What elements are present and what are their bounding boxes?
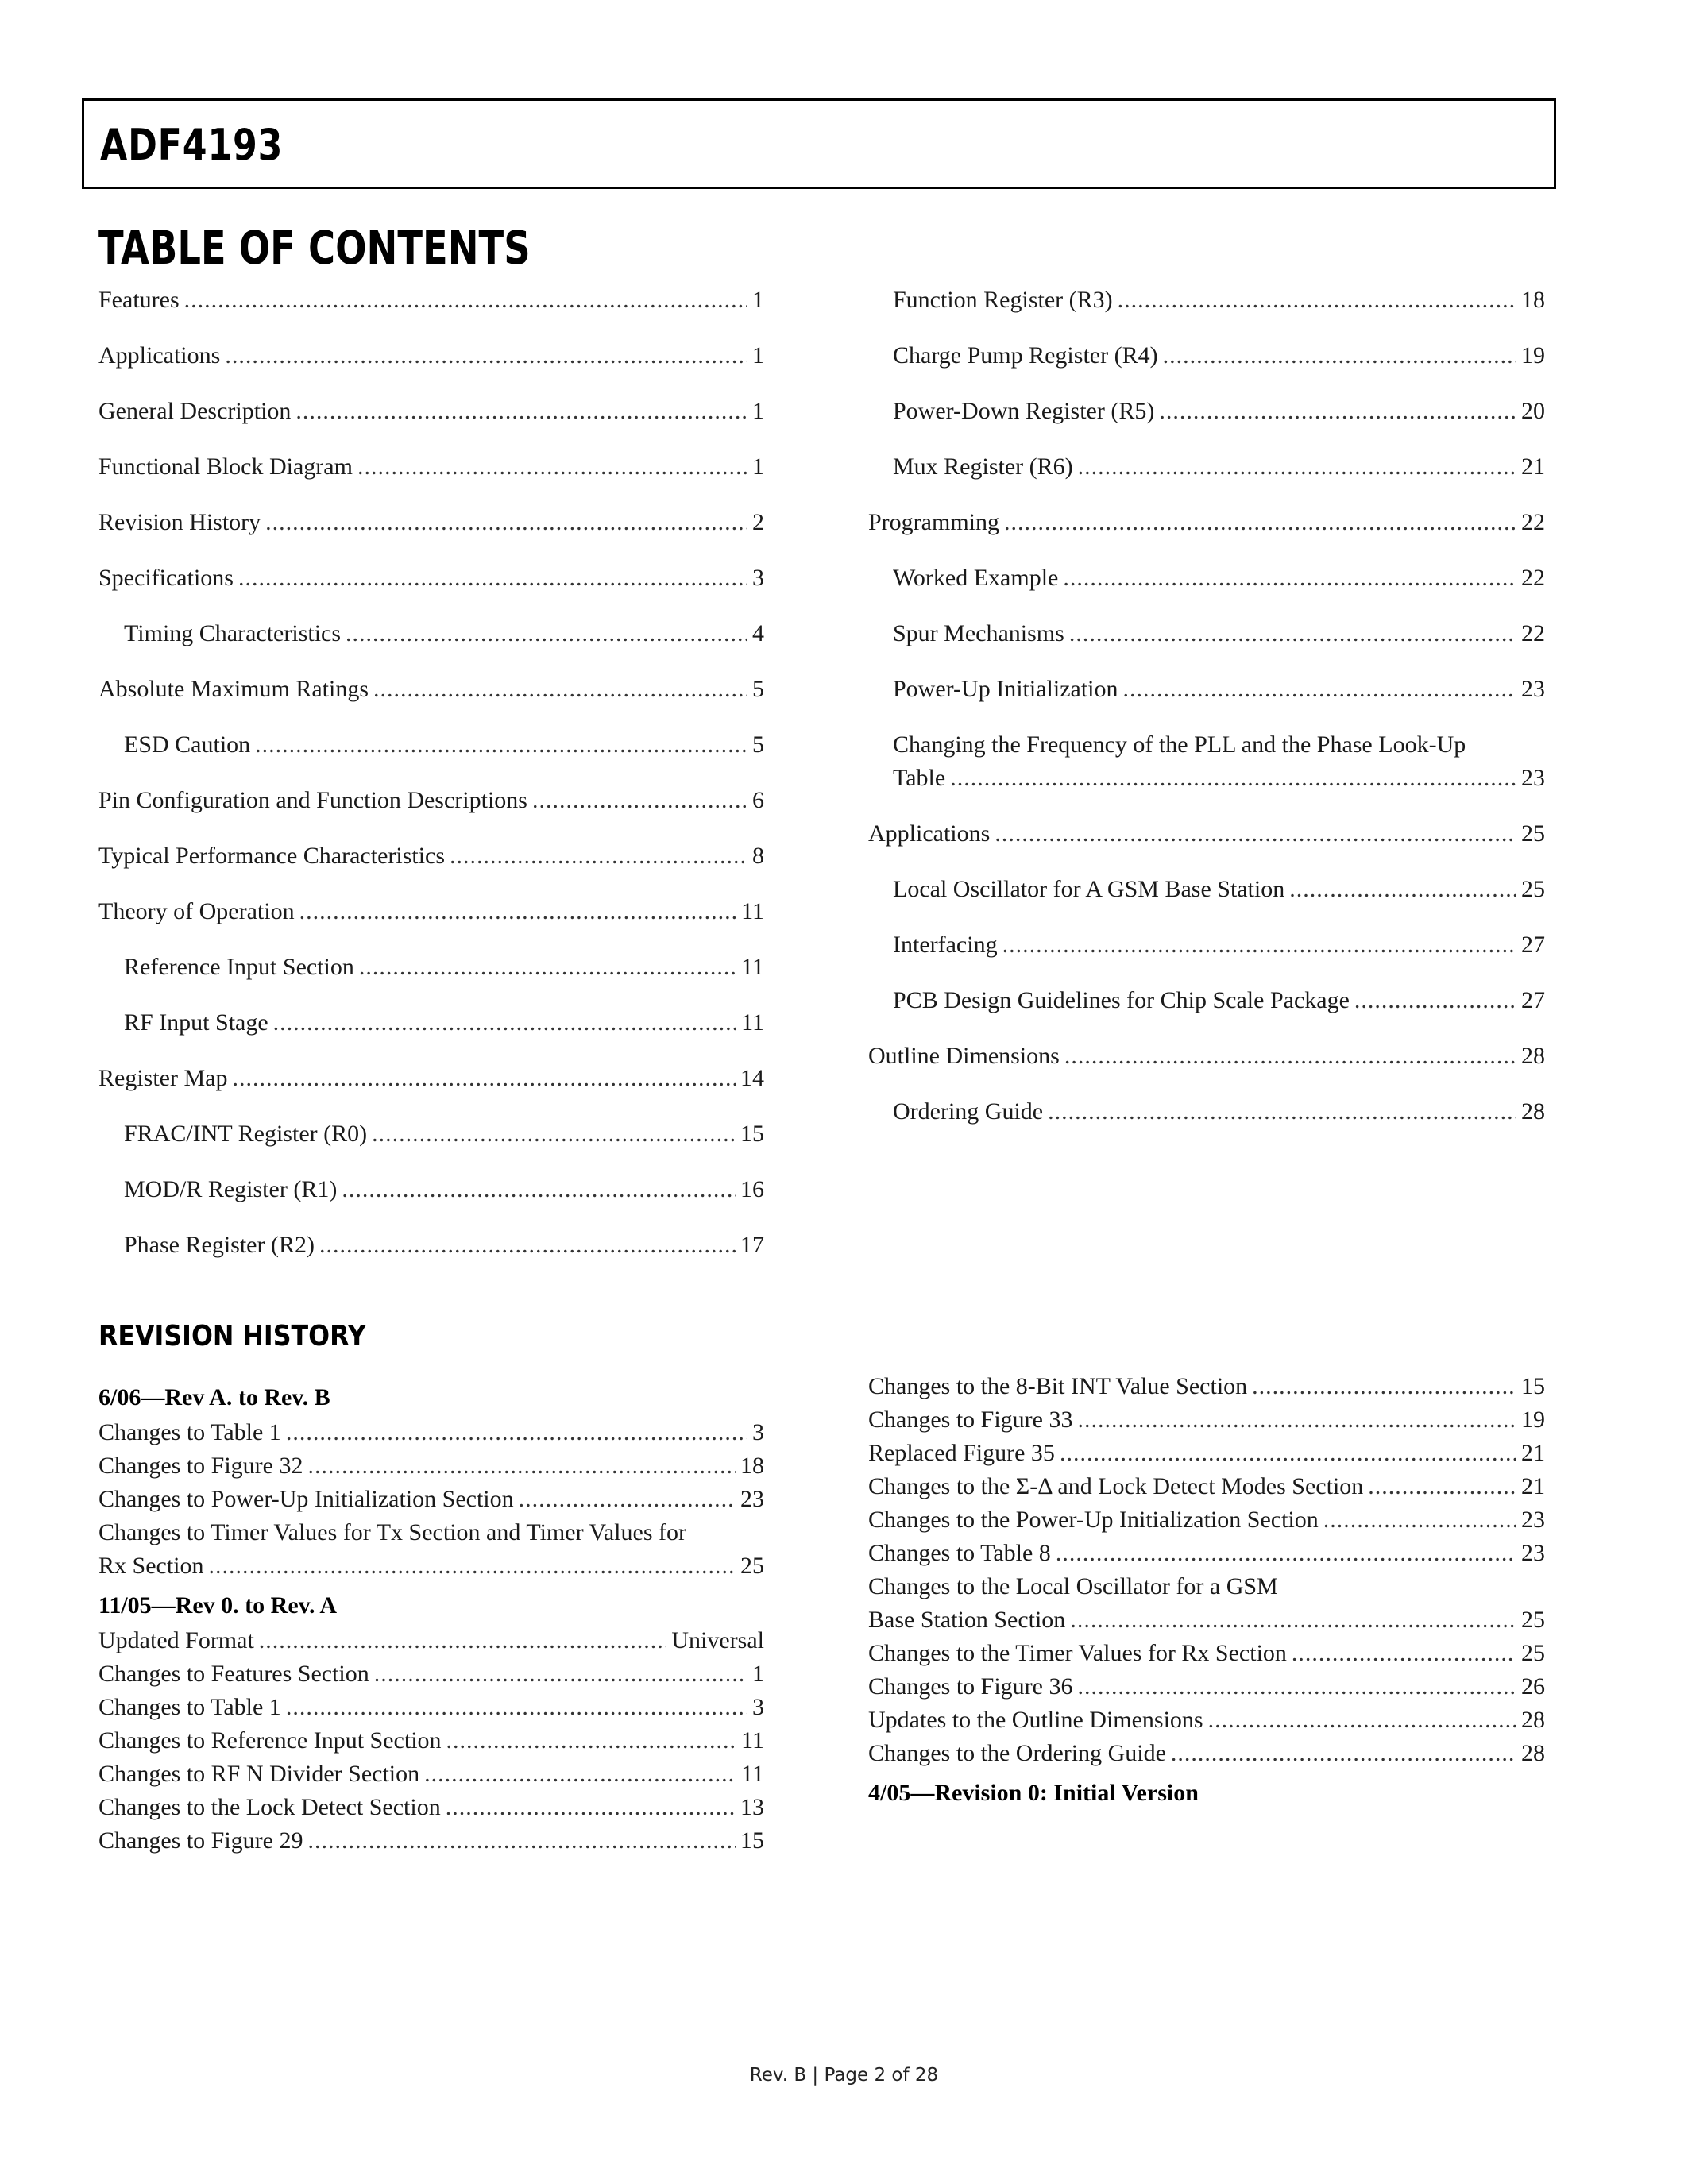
dot-leader [373,673,747,705]
page-number: 23 [1521,765,1545,791]
entry-title: Changes to Reference Input Section [98,1727,442,1754]
revision-history-title: REVISION HISTORY [98,1320,366,1352]
dot-leader [259,1625,667,1657]
dot-leader [1056,1538,1516,1569]
dot-leader [1171,1738,1516,1769]
page-number: 4 [752,620,764,646]
page-number: 27 [1521,932,1545,958]
revision-group-heading: 4/05—Revision 0: Initial Version [868,1780,1199,1806]
revision-entry[interactable]: Changes to Timer Values for Tx Section and Timer Values for [98,1519,686,1545]
page-number: 25 [1521,820,1545,847]
page-number: 23 [740,1486,764,1512]
toc-entry[interactable] [124,618,764,650]
dot-leader [424,1758,736,1790]
entry-title: Replaced Figure 35 [868,1440,1055,1466]
page-number: 23 [1521,676,1545,702]
page-number: 1 [752,1661,764,1687]
toc-entry[interactable] [98,1063,764,1094]
revision-entry[interactable] [98,1550,764,1582]
page-number: 20 [1521,398,1545,424]
page-number: 18 [1521,287,1545,313]
dot-leader [1252,1371,1516,1403]
dot-leader [1368,1471,1516,1503]
page-number: 15 [740,1827,764,1854]
page-number: 11 [741,954,764,980]
toc-entry[interactable] [893,874,1545,905]
entry-title: Pin Configuration and Function Descriptions [98,787,527,813]
dot-leader [1292,1638,1516,1669]
page-number: 1 [752,287,764,313]
dot-leader [519,1484,736,1515]
entry-title: Charge Pump Register (R4) [893,342,1158,369]
toc-entry[interactable] [98,562,764,594]
dot-leader [359,951,736,983]
page-number: 25 [1521,1607,1545,1633]
toc-entry[interactable] [124,729,764,761]
dot-leader [299,896,737,928]
entry-title: Changes to Figure 29 [98,1827,303,1854]
entry-title: General Description [98,398,292,424]
page-number: 22 [1521,565,1545,591]
page-number: 26 [1521,1673,1545,1700]
page-number: 8 [752,843,764,869]
revision-entry[interactable] [868,1538,1545,1569]
toc-entry[interactable] [98,673,764,705]
dot-leader [1077,1671,1516,1703]
entry-title: Specifications [98,565,234,591]
page-number: 21 [1521,1473,1545,1499]
page-number: 21 [1521,453,1545,480]
entry-title: Register Map [98,1065,228,1091]
dot-leader [1077,1404,1516,1436]
page-number: 28 [1521,1707,1545,1733]
page-number: 6 [752,787,764,813]
page-number: 18 [740,1453,764,1479]
dot-leader [238,562,747,594]
entry-title: Changes to Figure 36 [868,1673,1073,1700]
dot-leader [1289,874,1516,905]
revision-entry[interactable] [868,1471,1545,1503]
dot-leader [446,1792,736,1823]
entry-title: Changes to RF N Divider Section [98,1761,420,1787]
revision-entry[interactable] [868,1671,1545,1703]
page-number: 22 [1521,620,1545,646]
entry-title: Changes to Figure 32 [98,1453,303,1479]
toc-entry[interactable] [98,340,764,372]
page-number: 25 [1521,1640,1545,1666]
revision-group-heading: 6/06—Rev A. to Rev. B [98,1384,330,1410]
dot-leader [307,1450,736,1482]
entry-title: Local Oscillator for A GSM Base Station [893,876,1285,902]
page-number: 11 [741,1761,764,1787]
dot-leader [1208,1704,1516,1736]
dot-leader [1323,1504,1516,1536]
dot-leader [1070,1604,1516,1636]
entry-title: Outline Dimensions [868,1043,1060,1069]
dot-leader [1078,451,1516,483]
toc-entry[interactable] [893,451,1545,483]
dot-leader [1004,507,1516,538]
revision-entry[interactable] [868,1404,1545,1436]
page-number: Universal [671,1627,764,1653]
entry-title: Changes to the Power-Up Initialization Section [868,1507,1319,1533]
revision-entry[interactable] [868,1738,1545,1769]
dot-leader [450,840,747,872]
dot-leader [1002,929,1516,961]
toc-entry[interactable] [893,1096,1545,1128]
page-number: 17 [740,1232,764,1258]
dot-leader [1069,618,1516,650]
dot-leader [1064,1040,1516,1072]
entry-title: Programming [868,509,999,535]
page-number: 22 [1521,509,1545,535]
revision-entry[interactable]: Changes to the Local Oscillator for a GSM [868,1573,1278,1599]
page-number: 14 [740,1065,764,1091]
entry-title: Changes to Figure 33 [868,1406,1073,1433]
entry-title: Reference Input Section [124,954,354,980]
entry-title: Base Station Section [868,1607,1066,1633]
revision-entry[interactable] [98,1825,764,1857]
dot-leader [307,1825,736,1857]
page-number: 19 [1521,342,1545,369]
page-number: 28 [1521,1740,1545,1766]
dot-leader [1048,1096,1516,1128]
dot-leader [532,785,747,816]
dot-leader [184,284,747,316]
toc-entry[interactable] [98,451,764,483]
toc-entry[interactable] [893,673,1545,705]
dot-leader [374,1658,747,1690]
revision-entry[interactable] [868,1704,1545,1736]
page-number: 11 [741,1727,764,1754]
entry-title: Interfacing [893,932,998,958]
entry-title: Ordering Guide [893,1098,1044,1125]
toc-entry[interactable] [868,818,1545,850]
entry-title: RF Input Stage [124,1009,268,1036]
revision-entry[interactable] [868,1437,1545,1469]
toc-entry[interactable] [98,840,764,872]
header-box [82,98,1556,189]
toc-entry[interactable] [893,562,1545,594]
entry-title: Changes to the Lock Detect Section [98,1794,441,1820]
entry-title: Changes to Table 1 [98,1694,281,1720]
dot-leader [232,1063,736,1094]
dot-leader [1159,396,1516,427]
entry-title: Phase Register (R2) [124,1232,315,1258]
revision-entry[interactable] [98,1417,764,1449]
page-number: 11 [741,1009,764,1036]
product-name: ADF4193 [100,120,284,170]
page-number: 1 [752,342,764,369]
entry-title: Table [893,765,946,791]
dot-leader [319,1229,736,1261]
dot-leader [1163,340,1516,372]
toc-entry[interactable] [124,951,764,983]
toc-entry[interactable] [893,762,1545,794]
page-number: 5 [752,676,764,702]
toc-entry[interactable] [98,507,764,538]
entry-title: Changes to the Timer Values for Rx Section [868,1640,1287,1666]
toc-entry[interactable] [893,618,1545,650]
entry-title: Worked Example [893,565,1059,591]
entry-title: Power-Down Register (R5) [893,398,1155,424]
entry-title: Timing Characteristics [124,620,342,646]
page-number: 16 [740,1176,764,1202]
page-number: 2 [752,509,764,535]
dot-leader [372,1118,736,1150]
dot-leader [286,1417,747,1449]
toc-entry[interactable] [868,507,1545,538]
toc-entry[interactable]: Changing the Frequency of the PLL and the Phase Look-Up [893,731,1466,758]
entry-title: Changes to Features Section [98,1661,369,1687]
entry-title: PCB Design Guidelines for Chip Scale Package [893,987,1350,1013]
toc-entry[interactable] [124,1174,764,1206]
entry-title: Absolute Maximum Ratings [98,676,369,702]
dot-leader [225,340,747,372]
page-number: 13 [740,1794,764,1820]
revision-entry[interactable] [98,1450,764,1482]
page-number: 1 [752,453,764,480]
page-number: 11 [741,898,764,924]
entry-title: Typical Performance Characteristics [98,843,446,869]
entry-title: Changes to Table 8 [868,1540,1051,1566]
page-number: 3 [752,1419,764,1445]
toc-entry[interactable] [893,340,1545,372]
dot-leader [995,818,1516,850]
toc-entry[interactable] [868,1040,1545,1072]
page-footer: Rev. B | Page 2 of 28 [749,2065,939,2086]
page-number: 15 [740,1121,764,1147]
toc-entry[interactable] [124,1007,764,1039]
toc-entry[interactable] [893,396,1545,427]
entry-title: FRAC/INT Register (R0) [124,1121,368,1147]
revision-entry[interactable] [98,1792,764,1823]
dot-leader [357,451,747,483]
page-number: 28 [1521,1043,1545,1069]
dot-leader [446,1725,737,1757]
page-number: 27 [1521,987,1545,1013]
toc-entry[interactable] [98,896,764,928]
revision-entry[interactable] [868,1504,1545,1536]
entry-title: Features [98,287,180,313]
dot-leader [1123,673,1517,705]
dot-leader [342,1174,736,1206]
entry-title: Updates to the Outline Dimensions [868,1707,1203,1733]
page-number: 3 [752,565,764,591]
toc-entry[interactable] [98,396,764,427]
entry-title: Changes to the Σ-Δ and Lock Detect Modes Section [868,1473,1364,1499]
dot-leader [1354,985,1516,1017]
dot-leader [346,618,747,650]
revision-entry[interactable] [98,1658,764,1690]
revision-entry[interactable] [868,1604,1545,1636]
entry-title: MOD/R Register (R1) [124,1176,338,1202]
entry-title: Rx Section [98,1553,204,1579]
dot-leader [255,729,747,761]
dot-leader [273,1007,736,1039]
revision-entry[interactable] [98,1725,764,1757]
entry-title: Applications [98,342,221,369]
entry-title: ESD Caution [124,731,251,758]
toc-entry[interactable] [893,985,1545,1017]
toc-entry[interactable] [893,284,1545,316]
dot-leader [286,1692,747,1723]
dot-leader [1063,562,1516,594]
page-number: 15 [1521,1373,1545,1399]
entry-title: Functional Block Diagram [98,453,353,480]
dot-leader [1060,1437,1516,1469]
dot-leader [950,762,1516,794]
toc-entry[interactable] [98,785,764,816]
revision-entry[interactable] [98,1692,764,1723]
revision-group-heading: 11/05—Rev 0. to Rev. A [98,1592,337,1619]
page-number: 23 [1521,1507,1545,1533]
toc-title: TABLE OF CONTENTS [98,221,531,275]
entry-title: Changes to the Ordering Guide [868,1740,1166,1766]
page-number: 5 [752,731,764,758]
page-number: 25 [1521,876,1545,902]
entry-title: Revision History [98,509,261,535]
entry-title: Changes to Power-Up Initialization Section [98,1486,514,1512]
revision-entry[interactable] [868,1638,1545,1669]
toc-entry[interactable] [124,1118,764,1150]
entry-title: Applications [868,820,991,847]
entry-title: Mux Register (R6) [893,453,1073,480]
revision-entry[interactable] [98,1758,764,1790]
entry-title: Function Register (R3) [893,287,1113,313]
revision-entry[interactable] [98,1625,764,1657]
toc-entry[interactable] [124,1229,764,1261]
entry-title: Spur Mechanisms [893,620,1064,646]
entry-title: Updated Format [98,1627,254,1653]
page-number: 21 [1521,1440,1545,1466]
page-number: 25 [740,1553,764,1579]
entry-title: Theory of Operation [98,898,295,924]
toc-entry[interactable] [893,929,1545,961]
entry-title: Power-Up Initialization [893,676,1118,702]
dot-leader [265,507,747,538]
page-number: 23 [1521,1540,1545,1566]
dot-leader [295,396,747,427]
revision-entry[interactable] [868,1371,1545,1403]
dot-leader [1118,284,1516,316]
page-number: 19 [1521,1406,1545,1433]
page-number: 3 [752,1694,764,1720]
dot-leader [209,1550,736,1582]
entry-title: Changes to the 8-Bit INT Value Section [868,1373,1248,1399]
toc-entry[interactable] [98,284,764,316]
page-number: 1 [752,398,764,424]
page-number: 28 [1521,1098,1545,1125]
revision-entry[interactable] [98,1484,764,1515]
entry-title: Changes to Table 1 [98,1419,281,1445]
